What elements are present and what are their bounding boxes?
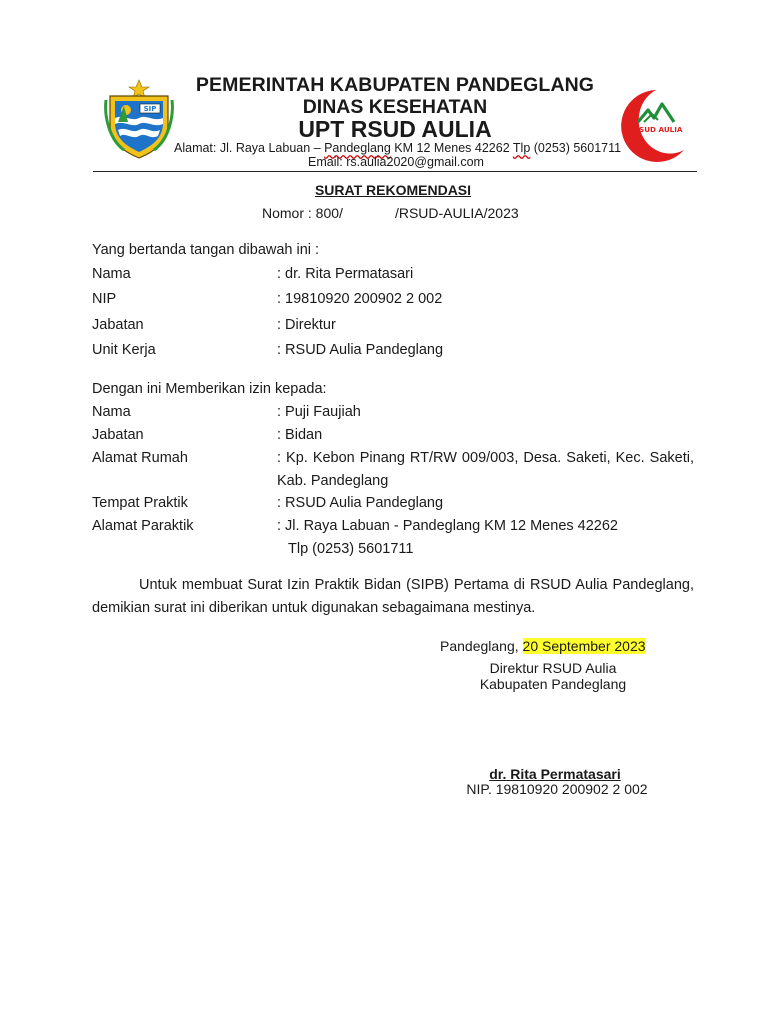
kop-government-name: PEMERINTAH KABUPATEN PANDEGLANG (195, 74, 595, 96)
address-tlp: Tlp (512, 141, 531, 155)
recipient-nama-label: Nama (92, 404, 131, 420)
signature-position-line2: Kabupaten Pandeglang (479, 676, 627, 692)
address-prefix: Alamat: Jl. Raya Labuan – (174, 141, 325, 155)
signer-nama-label: Nama (92, 266, 131, 282)
recipient-nama-value: : Puji Faujiah (277, 404, 361, 420)
recipient-alamat-rumah-label: Alamat Rumah (92, 450, 188, 466)
document-number (262, 205, 519, 221)
signature-date: 20 September 2023 (522, 638, 646, 654)
signature-name: dr. Rita Permatasari (489, 766, 621, 782)
recipient-jabatan-value: : Bidan (277, 427, 323, 443)
signature-place-date (440, 638, 646, 655)
signer-unit-label: Unit Kerja (92, 342, 156, 358)
recipient-intro: Dengan ini Memberikan izin kepada: (92, 381, 327, 397)
signer-nip-value: : 19810920 200902 2 002 (277, 291, 443, 307)
recipient-tempat-praktik-label: Tempat Praktik (92, 495, 188, 511)
recipient-alamat-praktik-label: Alamat Paraktik (92, 518, 194, 534)
kop-hospital-name: UPT RSUD AULIA (298, 116, 492, 142)
address-phone: (0253) 5601711 (530, 141, 622, 155)
signature-position-line1: Direktur RSUD Aulia (489, 660, 617, 676)
signature-nip: NIP. 19810920 200902 2 002 (466, 781, 648, 797)
rsud-aulia-logo (616, 86, 688, 168)
emblem-inscription: SIP (143, 105, 157, 113)
recipient-jabatan-label: Jabatan (92, 427, 144, 443)
signer-nama-value: : dr. Rita Permatasari (277, 266, 414, 282)
signer-jabatan-value: : Direktur (277, 317, 336, 333)
signer-intro: Yang bertanda tangan dibawah ini : (92, 242, 320, 258)
number-suffix: /RSUD-AULIA/2023 (394, 205, 519, 221)
signer-unit-value: : RSUD Aulia Pandeglang (277, 342, 444, 358)
signature-place: Pandeglang, (440, 638, 523, 654)
address-mid: KM 12 Menes 42262 (390, 141, 513, 155)
kop-address (174, 141, 621, 155)
number-prefix: Nomor : 800/ (262, 205, 343, 221)
letterhead-divider (93, 171, 697, 172)
document-title: SURAT REKOMENDASI (314, 182, 472, 198)
rsud-logo-text: RSUD AULIA (633, 125, 683, 134)
recipient-alamat-praktik-value: : Jl. Raya Labuan - Pandeglang KM 12 Menes 42262 (277, 518, 618, 534)
signer-nip-label: NIP (92, 291, 117, 307)
kop-email: Email: rs.aulia2020@gmail.com (308, 155, 484, 169)
closing-paragraph: Untuk membuat Surat Izin Praktik Bidan (SIPB) Pertama di RSUD Aulia Pandeglang, demikian surat ini diberikan untuk digunakan sebagaimana mestinya. (92, 577, 694, 616)
signer-jabatan-label: Jabatan (92, 317, 144, 333)
kop-department-name: DINAS KESEHATAN (302, 96, 488, 118)
recipient-alamat-praktik-phone: Tlp (0253) 5601711 (288, 541, 414, 557)
recipient-alamat-rumah-value: : Kp. Kebon Pinang RT/RW 009/003, Desa. Saketi, Kec. Saketi, Kab. Pandeglang (277, 450, 694, 489)
recipient-tempat-praktik-value: : RSUD Aulia Pandeglang (277, 495, 444, 511)
address-city: Pandeglang (324, 141, 391, 155)
